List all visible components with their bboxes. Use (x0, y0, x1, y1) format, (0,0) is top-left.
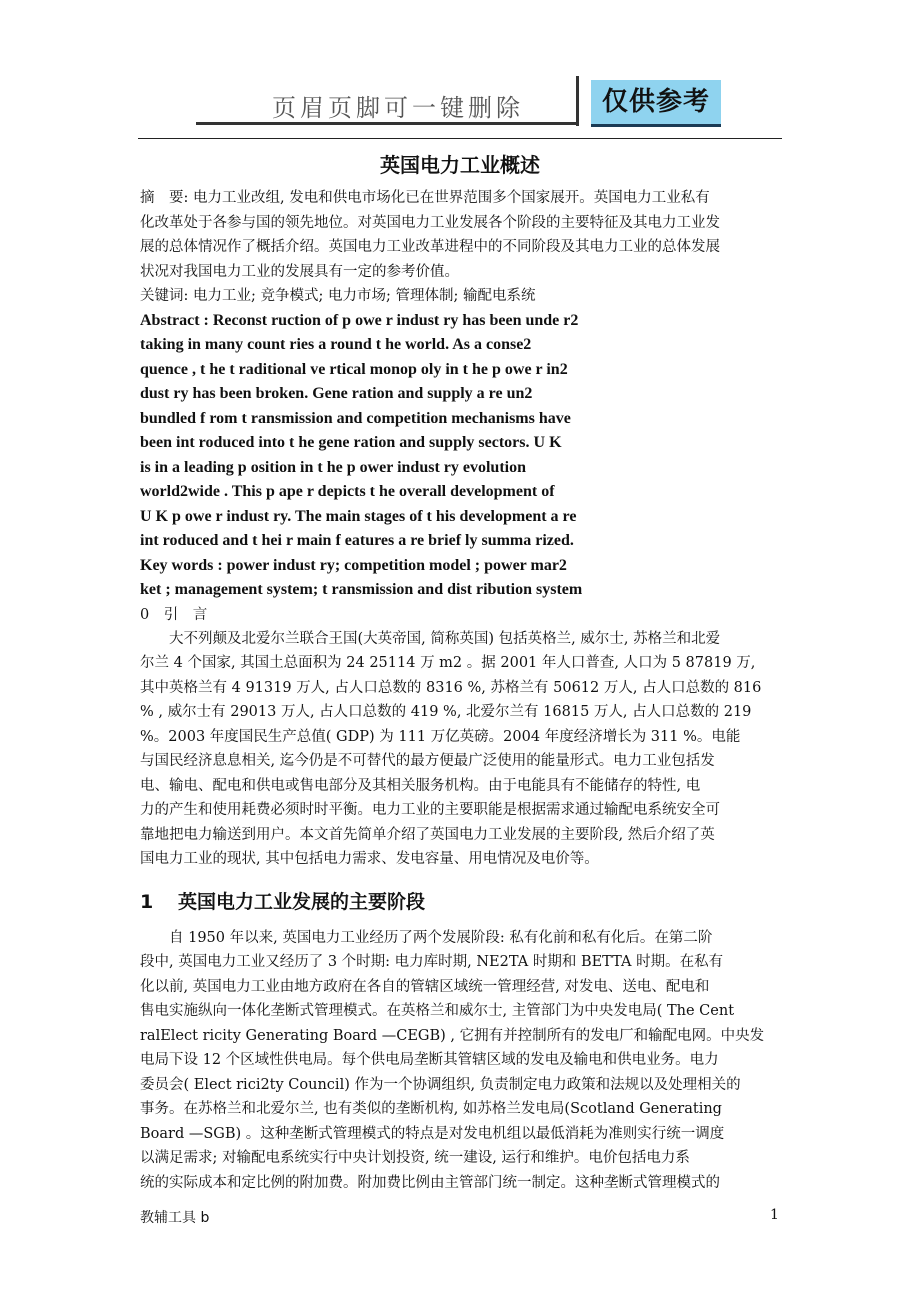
intro-line: 国电力工业的现状, 其中包括电力需求、发电容量、用电情况及电价等。 (140, 851, 599, 867)
intro-line: 与国民经济息息相关, 迄今仍是不可替代的最方便最广泛使用的能量形式。电力工业包括发 (140, 753, 715, 769)
keywords-en-line: Key words : power indust ry; competition model ; power mar2 (140, 556, 567, 574)
intro-line: 电、输电、配电和供电或售电部分及其相关服务机构。由于电能具有不能储存的特性, 电 (140, 777, 701, 794)
section-line: 以满足需求; 对输配电系统实行中央计划投资, 统一建设, 运行和维护。电价包括电力系 (140, 1150, 690, 1166)
section-line: 委员会( Elect rici2ty Council) 作为一个协调组织, 负责制定电力政策和法规以及处理相关的 (140, 1076, 741, 1093)
abstract-en-line: bundled f rom t ransmission and competition mechanisms have (140, 409, 571, 427)
abstract-cn-line: 展的总体情况作了概括介绍。英国电力工业改革进程中的不同阶段及其电力工业的总体发展 (140, 239, 720, 255)
abstract-en-line: dust ry has been broken. Gene ration and supply a re un2 (140, 385, 533, 402)
abstract-en (140, 309, 780, 603)
section-line: 自 1950 年以来, 英国电力工业经历了两个发展阶段: 私有化前和私有化后。在第二阶 (140, 929, 713, 946)
abstract-en-line: U K p owe r indust ry. The main stages of t his development a re (140, 507, 577, 525)
page-number: 1 (770, 1207, 779, 1223)
intro-line: 大不列颠及北爱尔兰联合王国(大英帝国, 简称英国) 包括英格兰, 威尔士, 苏格兰和北爱 (140, 630, 721, 647)
header-divider (576, 76, 579, 126)
abstract-en-line: int roduced and t hei r main f eatures a re brief ly summa rized. (140, 532, 574, 549)
header-rule (138, 138, 782, 139)
header-banner-text: 页眉页脚可一键删除 (272, 94, 524, 122)
section-line: 售电实施纵向一体化垄断式管理模式。在英格兰和威尔士, 主管部门为中央发电局( The Cent (140, 1003, 735, 1019)
intro-paragraph (140, 627, 780, 872)
section-line: 电局下设 12 个区域性供电局。每个供电局垄断其管辖区域的发电及输电和供电业务。电力 (140, 1052, 719, 1068)
abstract-cn-line: 化改革处于各参与国的领先地位。对英国电力工业发展各个阶段的主要特征及其电力工业发 (140, 214, 720, 231)
section-1-heading (140, 888, 780, 916)
footer-label: 教辅工具 b (140, 1210, 210, 1226)
header-underline (196, 122, 576, 125)
intro-line: 其中英格兰有 4 91319 万人, 占人口总数的 8316 %, 苏格兰有 50612 万人, 占人口总数的 816 (140, 679, 762, 696)
abstract-en-line: world2wide . This p ape r depicts t he overall development of (140, 483, 555, 500)
intro-line: % , 威尔士有 29013 万人, 占人口总数的 419 %, 北爱尔兰有 16815 万人, 占人口总数的 219 (140, 704, 752, 720)
section-line: ralElect ricity Generating Board —CEGB) , 它拥有并控制所有的发电厂和输配电网。中央发 (140, 1027, 765, 1044)
section-number: 1 (140, 890, 154, 913)
abstract-en-line: taking in many count ries a round t he world. As a conse2 (140, 336, 532, 353)
abstract-cn-line: 摘 要: 电力工业改组, 发电和供电市场化已在世界范围多个国家展开。英国电力工业私有 (140, 190, 710, 206)
abstract-en-line: been int roduced into t he gene ration and supply sectors. U K (140, 434, 562, 451)
keywords-en-line: ket ; management system; t ransmission and dist ribution system (140, 581, 583, 598)
abstract-en-line: is in a leading p osition in t he p ower indust ry evolution (140, 458, 526, 476)
intro-line: 靠地把电力输送到用户。本文首先简单介绍了英国电力工业发展的主要阶段, 然后介绍了英 (140, 826, 715, 843)
section-line: Board —SGB) 。这种垄断式管理模式的特点是对发电机组以最低消耗为准则实行统一调度 (140, 1125, 725, 1142)
abstract-en-line: Abstract : Reconst ruction of p owe r indust ry has been unde r2 (140, 311, 579, 329)
reference-only-stamp: 仅供参考 (591, 80, 721, 127)
section-line: 化以前, 英国电力工业由地方政府在各自的管辖区域统一管理经营, 对发电、送电、配电和 (140, 978, 710, 995)
document-body (140, 142, 780, 1195)
section-line: 段中, 英国电力工业又经历了 3 个时期: 电力库时期, NE2TA 时期和 BETTA 时期。在私有 (140, 954, 724, 970)
intro-heading: 0 引 言 (140, 606, 208, 623)
section-line: 事务。在苏格兰和北爱尔兰, 也有类似的垄断机构, 如苏格兰发电局(Scotland Generating (140, 1101, 722, 1117)
intro-line: 尔兰 4 个国家, 其国土总面积为 24 25114 万 m2 。据 2001 年人口普查, 人口为 5 87819 万, (140, 655, 756, 671)
keywords-cn: 关键词: 电力工业; 竞争模式; 电力市场; 管理体制; 输配电系统 (140, 288, 536, 304)
intro-line: 力的产生和使用耗费必须时时平衡。电力工业的主要职能是根据需求通过输配电系统安全可 (140, 802, 720, 818)
section-line: 统的实际成本和定比例的附加费。附加费比例由主管部门统一制定。这种垄断式管理模式的 (140, 1174, 720, 1191)
abstract-cn-line: 状况对我国电力工业的发展具有一定的参考价值。 (140, 263, 459, 280)
section-1-paragraph (140, 926, 780, 1196)
intro-line: %。2003 年度国民生产总值( GDP) 为 111 万亿英磅。2004 年度经济增长为 311 %。电能 (140, 728, 741, 745)
section-title: 英国电力工业发展的主要阶段 (178, 890, 426, 913)
page-title: 英国电力工业概述 (380, 153, 540, 177)
abstract-cn (140, 186, 780, 309)
abstract-en-line: quence , t he t raditional ve rtical monop oly in t he p owe r in2 (140, 360, 568, 378)
header-banner (196, 76, 726, 128)
